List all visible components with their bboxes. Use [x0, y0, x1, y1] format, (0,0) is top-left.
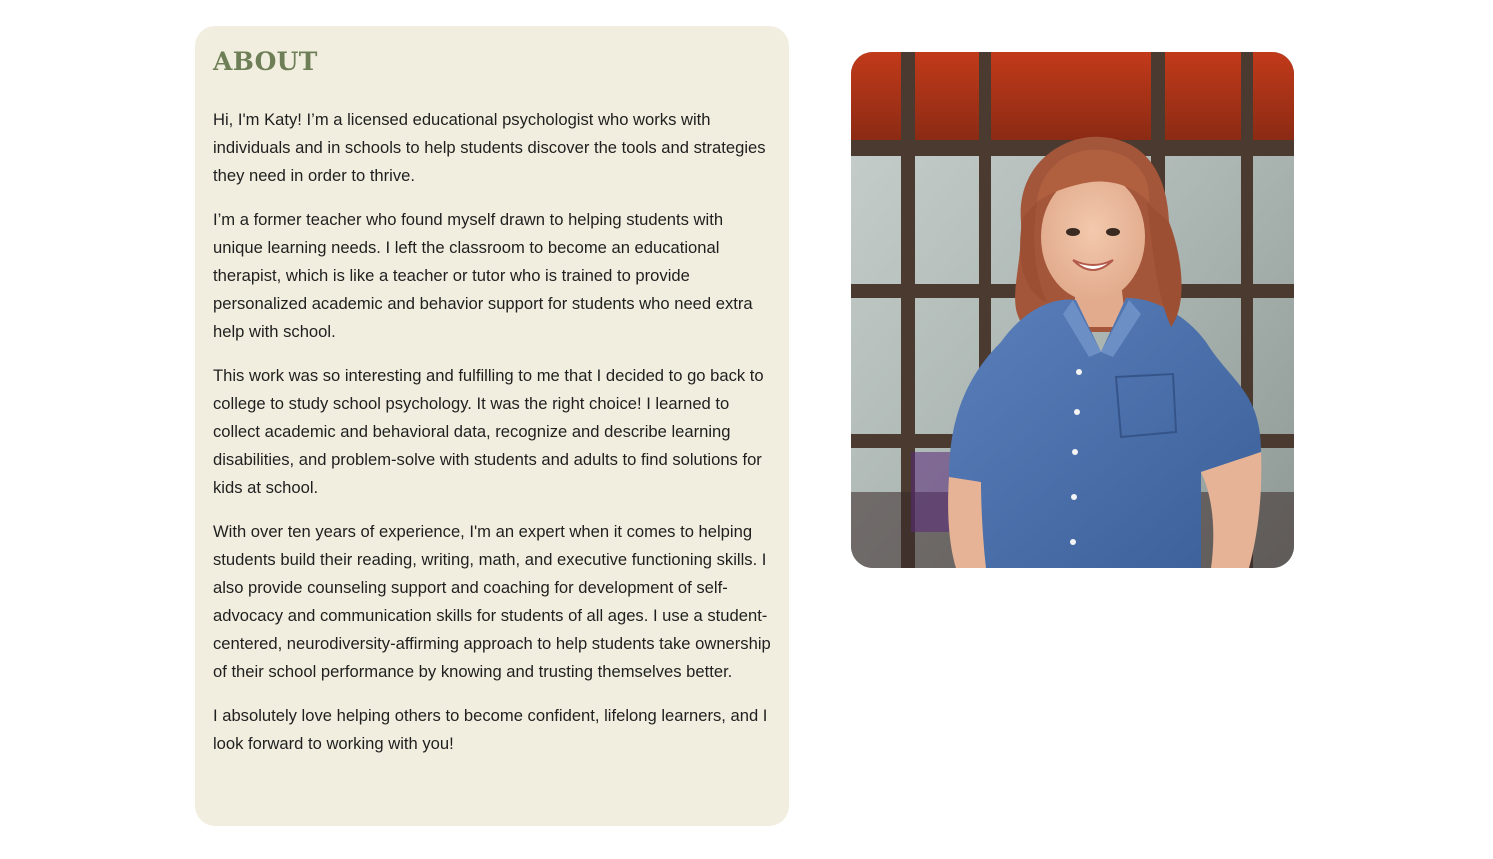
about-card	[195, 26, 789, 826]
face	[1041, 173, 1145, 301]
right-eye	[1106, 228, 1120, 236]
about-paragraph-experience: With over ten years of experience, I'm an expert when it comes to helping students build their reading, writing, math, and executive functioning skills. I also provide counseling support and coaching for development of self-advocacy and communication skills for students of all ages. I use a student-centered, neurodiversity-affirming approach to help students take ownership of their school performance by knowing and trusting themselves better.	[213, 522, 771, 681]
photo-red-glass	[851, 52, 1294, 142]
portrait-photo	[851, 52, 1294, 568]
about-paragraph-psychology: This work was so interesting and fulfilling to me that I decided to go back to college to study school psychology. It was the right choice! I learned to collect academic and behavioral data, recognize and describe learning disabilities, and problem-solve with students and adults to find solutions for kids at school.	[213, 366, 764, 497]
left-arm	[948, 477, 986, 568]
about-heading: ABOUT	[213, 47, 318, 76]
about-paragraph-teacher: I’m a former teacher who found myself drawn to helping students with unique learning needs. I left the classroom to become an educational therapist, which is like a teacher or tutor who is trained to provide personalized academic and behavior support for students who need extra help with school.	[213, 210, 753, 341]
left-eye	[1066, 228, 1080, 236]
about-body	[213, 106, 771, 758]
about-paragraph-closing: I absolutely love helping others to become confident, lifelong learners, and I look forward to working with you!	[213, 706, 768, 753]
about-paragraph-intro: Hi, I'm Katy! I’m a licensed educational psychologist who works with individuals and in schools to help students discover the tools and strategies they need in order to thrive.	[213, 110, 766, 185]
portrait-illustration	[851, 52, 1294, 568]
